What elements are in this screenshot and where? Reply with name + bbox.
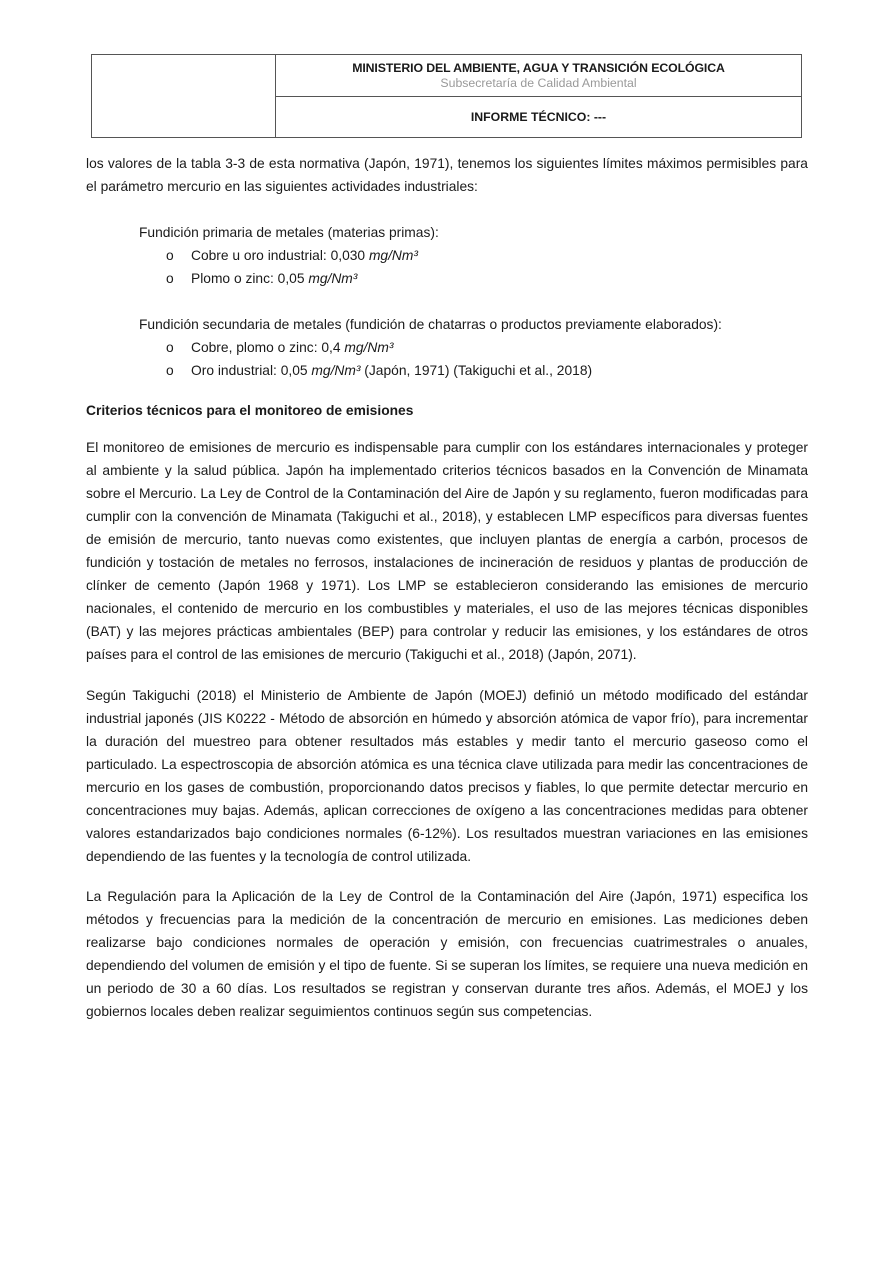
paragraph: El monitoreo de emisiones de mercurio es indispensable para cumplir con los estándares internacionales y proteger al ambiente y la salud pública. Japón ha implementado criterios técnicos basados en la Convención de Minamata sobre el Mercurio. La Ley de Control de la Contaminación del Aire de Japón y su reglamento, fueron modificadas para cumplir con la convención de Minamata (Takiguchi et al., 2018), y establecen LMP específicos para diversas fuentes de emisión de mercurio, tanto nuevas como existentes, que incluyen plantas de energía a carbón, procesos de fundición y tostación de metales no ferrosos, instalaciones de incineración de residuos y plantas de producción de clínker de cemento (Japón 1968 y 1971). Los LMP se establecieron considerando las emisiones de mercurio nacionales, el contenido de mercurio en los combustibles y materiales, el uso de las mejores técnicas disponibles (BAT) y las mejores prácticas ambientales (BEP) para controlar y reducir las emisiones, y los estándares de otros países para el control de las emisiones de mercurio (Takiguchi et al., 2018) (Japón, 2071). — [86, 440, 808, 662]
header-top — [276, 55, 801, 97]
document-header — [91, 54, 802, 138]
report-title: INFORME TÉCNICO: --- — [470, 110, 607, 124]
intro-paragraph: los valores de la tabla 3-3 de esta normativa (Japón, 1971), tenemos los siguientes límites máximos permisibles para el parámetro mercurio en las siguientes actividades industriales: — [86, 156, 808, 194]
list-item: o Plomo o zinc: 0,05 mg/Nm³ — [86, 267, 808, 290]
document-body — [86, 152, 808, 1023]
logo-cell — [92, 55, 276, 137]
bullet-icon: o — [166, 248, 174, 263]
list-item: o Oro industrial: 0,05 mg/Nm³ (Japón, 1971) (Takiguchi et al., 2018) — [86, 359, 808, 382]
list-item: o Cobre u oro industrial: 0,030 mg/Nm³ — [86, 244, 808, 267]
primary-smelting-title: Fundición primaria de metales (materias primas): — [139, 225, 439, 240]
list-item: o Cobre, plomo o zinc: 0,4 mg/Nm³ — [86, 336, 808, 359]
bullet-icon: o — [166, 363, 174, 378]
header-info — [276, 55, 801, 137]
paragraph: Según Takiguchi (2018) el Ministerio de Ambiente de Japón (MOEJ) definió un método modificado del estándar industrial japonés (JIS K0222 - Método de absorción en húmedo y absorción atómica de vapor frío), para incrementar la duración del muestreo para obtener resultados más estables y medir tanto el mercurio gaseoso como el particulado. La espectroscopia de absorción atómica es una técnica clave utilizada para medir las concentraciones de mercurio en los gases de combustión, proporcionando datos precisos y fiables, lo que permite detectar mercurio en concentraciones muy bajas. Además, aplican correcciones de oxígeno a las concentraciones medidas para obtener valores estandarizados bajo condiciones normales (6-12%). Los resultados muestran variaciones en las emisiones dependiendo de las fuentes y la tecnología de control utilizada. — [86, 688, 808, 864]
section-heading: Criterios técnicos para el monitoreo de emisiones — [86, 403, 414, 418]
ministry-name: MINISTERIO DEL AMBIENTE, AGUA Y TRANSICIÓN ECOLÓGICA — [352, 61, 725, 75]
bullet-icon: o — [166, 271, 174, 286]
bullet-icon: o — [166, 340, 174, 355]
secondary-smelting-title: Fundición secundaria de metales (fundición de chatarras o productos previamente elaborados): — [139, 317, 722, 332]
paragraph: La Regulación para la Aplicación de la Ley de Control de la Contaminación del Aire (Japón, 1971) especifica los métodos y frecuencias para la medición de la concentración de mercurio en emisiones. Las mediciones deben realizarse bajo condiciones normales de operación y emisión, con frecuencias cuatrimestrales o anuales, dependiendo del volumen de emisión y el tipo de fuente. Si se superan los límites, se requiere una nueva medición en un periodo de 30 a 60 días. Los resultados se registran y conservan durante tres años. Además, el MOEJ y los gobiernos locales deben realizar seguimientos continuos según sus competencias. — [86, 889, 808, 1019]
subsecretary-name: Subsecretaría de Calidad Ambiental — [440, 76, 637, 90]
